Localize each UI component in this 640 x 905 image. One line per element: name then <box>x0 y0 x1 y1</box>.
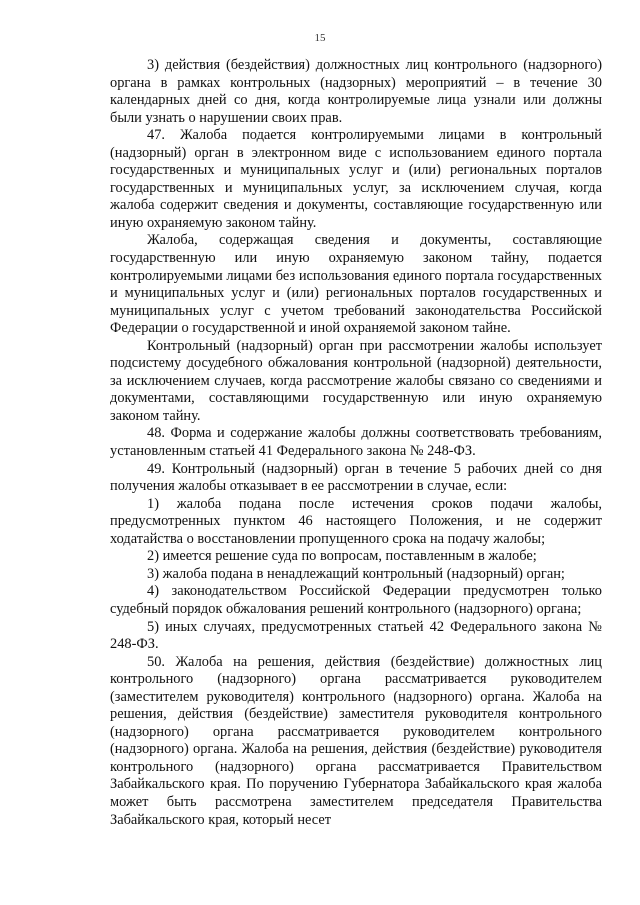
paragraph-49-item-4: 4) законодательством Российской Федерации предусмотрен только судебный порядок обжалования решений контрольного (надзорного) органа; <box>110 583 602 617</box>
paragraph-49: 49. Контрольный (надзорный) орган в течение 5 рабочих дней со дня получения жалобы отказывает в ее рассмотрении в случае, если: <box>110 460 602 495</box>
paragraph-49-item-5: 5) иных случаях, предусмотренных статьей 42 Федерального закона № 248-ФЗ. <box>110 618 602 653</box>
paragraph-50: 50. Жалоба на решения, действия (бездействие) должностных лиц контрольного (надзорного) органа рассматривается руководителем (заместителем руководителя) контрольного (надзорного) органа. Жалоба на решения, действия (бездействие) заместителя руководителя контрольного (надзорного) органа рассматривается руководителем контрольного (надзорного) органа. Жалоба на решения, действия (бездействие) руководителя контрольного (надзорного) органа рассматривается Правительством Забайкальского края. По поручению Губернатора Забайкальского края жалоба может быть рассмотрена заместителем председателя Правительства Забайкальского края, который несет <box>110 653 602 828</box>
paragraph-47: 47. Жалоба подается контролируемыми лицами в контрольный (надзорный) орган в электронном виде с использованием единого портала государственных и муниципальных услуг и (или) региональных порталов государственных и муниципальных услуг, за исключением случая, когда жалоба содержит сведения и документы, составляющие государственную или иную охраняемую законом тайну. <box>110 127 602 231</box>
paragraph-48: 48. Форма и содержание жалобы должны соответствовать требованиям, установленным статьей 41 Федерального закона № 248-ФЗ. <box>110 425 602 460</box>
paragraph-subsystem: Контрольный (надзорный) орган при рассмотрении жалобы использует подсистему досудебного обжалования контрольной (надзорной) деятельности, за исключением случаев, когда рассмотрение жалобы связано со сведениями и документами, составляющими государственную или иную охраняемую законом тайну. <box>110 337 602 424</box>
paragraph-49-item-1: 1) жалоба подана после истечения сроков подачи жалобы, предусмотренных пунктом 46 настоящего Положения, и не содержит ходатайства о восстановлении пропущенного срока на подачу жалобы; <box>110 495 602 547</box>
paragraph-49-item-2: 2) имеется решение суда по вопросам, поставленным в жалобе; <box>147 548 537 565</box>
paragraph-secret-complaint: Жалоба, содержащая сведения и документы, составляющие государственную или иную охраняемую законом тайну, подается контролируемыми лицами без использования единого портала государственных и муниципальных услуг и (или) региональных порталов государственных и муниципальных услуг с учетом требований законодательства Российской Федерации о государственной и иной охраняемой законом тайне. <box>110 232 602 337</box>
paragraph-49-item-3: 3) жалоба подана в ненадлежащий контрольный (надзорный) орган; <box>147 565 565 582</box>
paragraph-item-3-actions: 3) действия (бездействия) должностных лиц контрольного (надзорного) органа в рамках контрольных (надзорных) мероприятий – в течение 30 календарных дней со дня, когда контролируемые лица узнали или должны были узнать о нарушении своих прав. <box>110 57 602 126</box>
page-number: 15 <box>314 32 326 44</box>
document-body <box>110 57 602 829</box>
